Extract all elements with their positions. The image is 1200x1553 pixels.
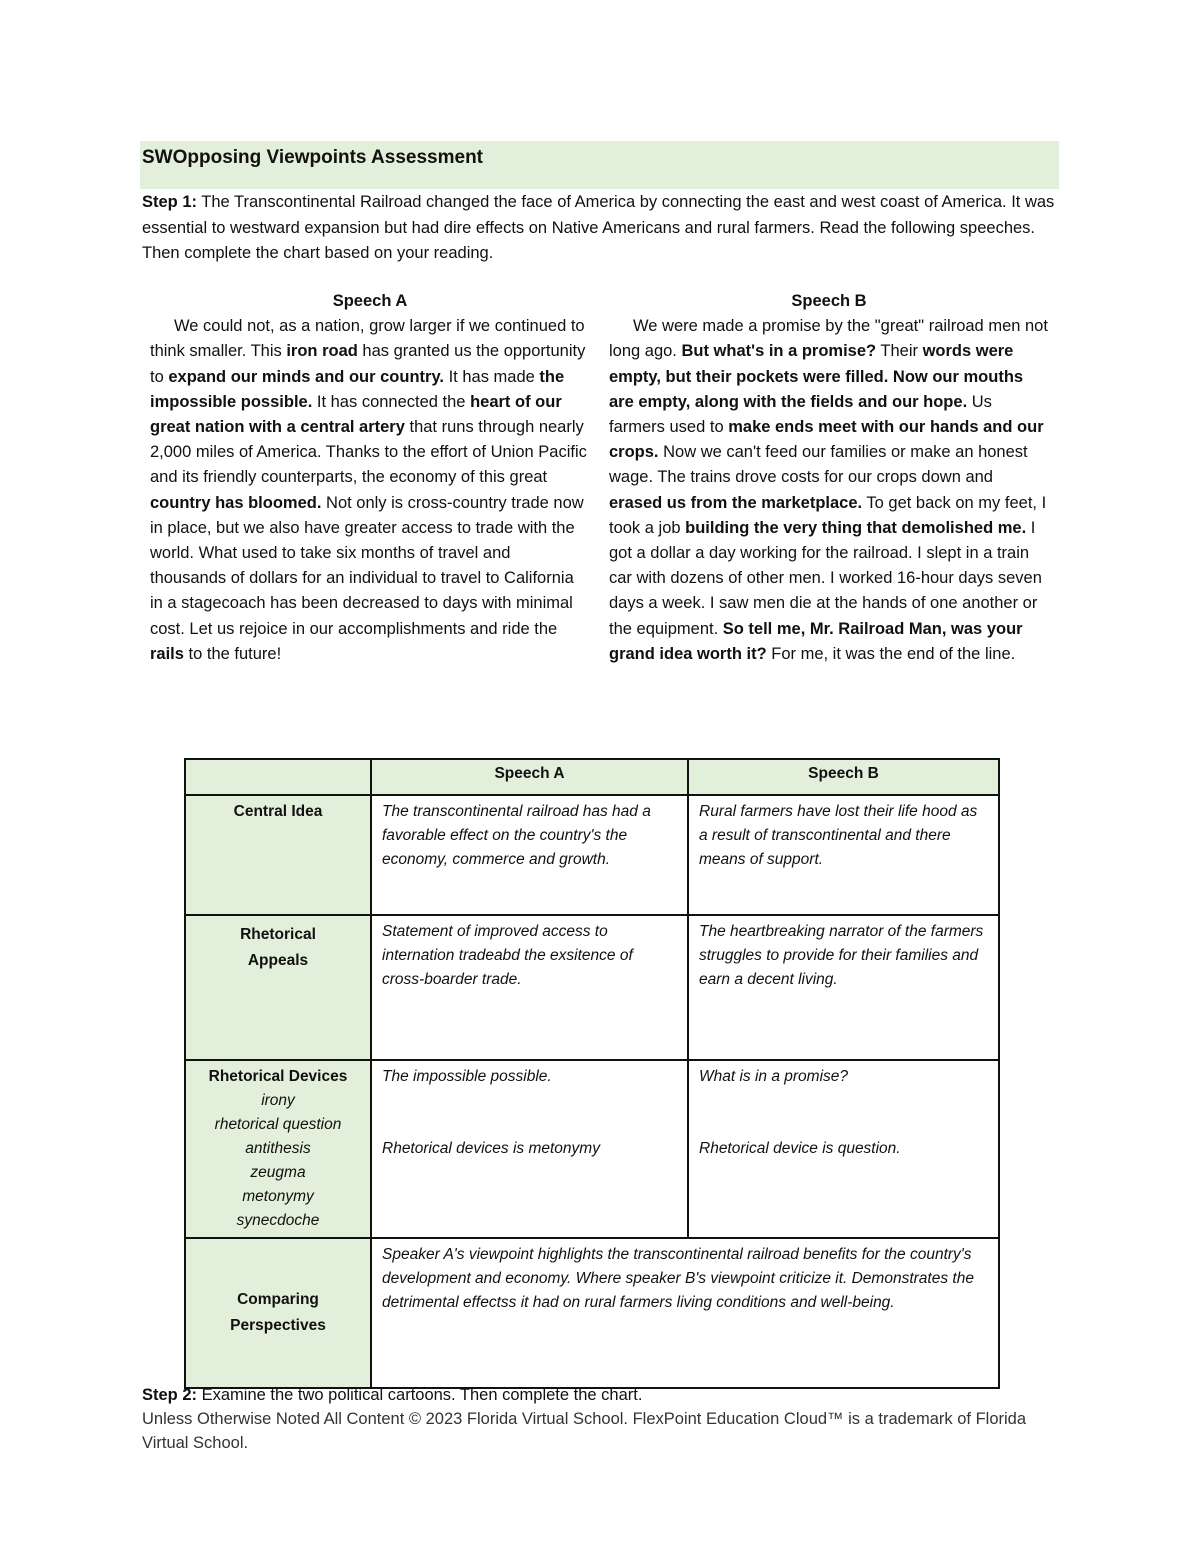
step2-label: Step 2: [142, 1386, 198, 1404]
page-title: SWOpposing Viewpoints Assessment [142, 147, 484, 168]
chart-row-comparing [185, 1238, 999, 1388]
chart-header-empty [185, 759, 371, 795]
row-label-comparing-line2: Perspectives [230, 1317, 326, 1334]
emphasized-phrase: the impossible possible. [150, 367, 565, 411]
emphasized-phrase: country has bloomed. [150, 493, 322, 512]
chart-row-central-idea [185, 795, 999, 915]
emphasized-phrase: iron road [286, 342, 358, 361]
device-rhetorical-question: rhetorical question [214, 1116, 342, 1133]
emphasized-phrase: heart of our great nation with a central artery [150, 392, 562, 437]
device-zeugma: zeugma [250, 1164, 306, 1181]
speech-a-text [150, 314, 590, 667]
row-label-devices-title: Rhetorical Devices [208, 1068, 348, 1085]
device-antithesis: antithesis [245, 1140, 311, 1157]
speech-text-run: I got a dollar a day working for the railroad. I slept in a train car with dozens of other men. I worked 16-hour days seven days a week. I saw men die at the hands of one another or the equipment. [609, 518, 1042, 638]
speech-text-run: Not only is cross-country trade now in place, but we also have greater access to trade with the world. What used to take six months of travel and thousands of dollars for an individual to travel to California in a stagecoach has been decreased to days with minimal cost. Let us rejoice in our accomplishments and ride the [150, 493, 584, 638]
emphasized-phrase: So tell me, Mr. Railroad Man, was your grand idea worth it? [609, 619, 1023, 663]
device-synecdoche: synecdoche [236, 1212, 320, 1229]
step2-text: Examine the two political cartoons. Then complete the chart. [197, 1386, 643, 1404]
emphasized-phrase: But what's in a promise? [681, 342, 877, 361]
page-title-bar [140, 141, 1059, 189]
appeals-speech-a[interactable]: Statement of improved access to internation tradeabd the exsitence of cross-boarder trade. [371, 915, 688, 1060]
speech-text-run: Us farmers used to [609, 392, 992, 437]
devices-speech-b-device: Rhetorical device is question. [699, 1140, 901, 1157]
speech-b [609, 289, 1049, 667]
row-label-appeals-line1: Rhetorical [240, 926, 316, 943]
chart-header-speech-b: Speech B [688, 759, 999, 795]
devices-speech-a-device: Rhetorical devices is metonymy [382, 1140, 600, 1157]
step2-instructions [142, 1383, 642, 1407]
speech-a [150, 289, 590, 667]
speech-b-heading: Speech B [791, 292, 867, 310]
speech-text-run: that runs through nearly 2,000 miles of America. Thanks to the effort of Union Pacific and its friendly counterparts, the economy of this great [150, 418, 587, 487]
chart-header-speech-a: Speech A [371, 759, 688, 795]
devices-speech-b[interactable] [688, 1060, 999, 1238]
speech-text-run: We could not, as a nation, grow larger if we continued to think smaller. This [150, 317, 585, 361]
appeals-speech-b[interactable]: The heartbreaking narrator of the farmers struggles to provide for their families and earn a decent living. [688, 915, 999, 1060]
step1-instructions [142, 190, 1057, 267]
device-irony: irony [261, 1092, 295, 1109]
emphasized-phrase: building the very thing that demolished me. [685, 518, 1027, 537]
emphasized-phrase: rails [150, 644, 184, 663]
chart-row-rhetorical-appeals [185, 915, 999, 1060]
emphasized-phrase: words were empty, but their pockets were filled. Now our mouths are empty, along with the fields and our hope. [609, 342, 1024, 411]
chart-row-rhetorical-devices [185, 1060, 999, 1238]
row-label-comparing [185, 1238, 371, 1388]
speech-text-run: For me, it was the end of the line. [766, 644, 1016, 663]
devices-speech-b-example: What is in a promise? [699, 1068, 849, 1085]
step1-text: The Transcontinental Railroad changed the face of America by connecting the east and west coast of America. It was essential to westward expansion but had dire effects on Native Americans and rural farmers. Read the following speeches. Then complete the chart based on your reading. [142, 193, 1055, 262]
speech-text-run: It has connected the [312, 392, 471, 411]
speech-text-run: We were made a promise by the "great" railroad men not long ago. [609, 317, 1048, 361]
row-label-central-idea: Central Idea [185, 795, 371, 915]
emphasized-phrase: erased us from the marketplace. [609, 493, 863, 512]
speech-text-run: Now we can't feed our families or make an honest wage. The trains drove costs for our crops down and [609, 443, 1028, 487]
speech-text-run: has granted us the opportunity to [150, 342, 586, 386]
emphasized-phrase: expand our minds and our country. [168, 367, 444, 386]
copyright-footer: Unless Otherwise Noted All Content © 2023 Florida Virtual School. FlexPoint Education Cloud™ is a trademark of Florida Virtual School. [142, 1410, 1027, 1452]
devices-speech-a-example: The impossible possible. [382, 1068, 552, 1085]
speech-a-heading: Speech A [332, 292, 408, 310]
row-label-appeals-line2: Appeals [247, 952, 309, 969]
speech-text-run: It has made [444, 367, 540, 386]
speech-b-text [609, 314, 1049, 667]
devices-speech-a[interactable] [371, 1060, 688, 1238]
speech-text-run: to the future! [183, 644, 282, 663]
row-label-rhetorical-devices [185, 1060, 371, 1238]
row-label-comparing-line1: Comparing [237, 1291, 319, 1308]
central-idea-speech-a[interactable]: The transcontinental railroad has had a favorable effect on the country's the economy, commerce and growth. [371, 795, 688, 915]
speech-text-run: Their [876, 342, 923, 361]
row-label-rhetorical-appeals [185, 915, 371, 1060]
comparing-perspectives-answer[interactable]: Speaker A's viewpoint highlights the transcontinental railroad benefits for the country's development and economy. Where speaker B's viewpoint criticize it. Demonstrates the detrimental effectss it had on rural farmers living conditions and well-being. [371, 1238, 999, 1388]
device-metonymy: metonymy [242, 1188, 314, 1205]
chart-header-row [185, 759, 999, 795]
emphasized-phrase: make ends meet with our hands and our crops. [609, 418, 1044, 462]
speech-text-run: To get back on my feet, I took a job [609, 493, 1047, 537]
analysis-chart [184, 758, 1000, 1389]
central-idea-speech-b[interactable]: Rural farmers have lost their life hood as a result of transcontinental and there means of support. [688, 795, 999, 915]
step1-label: Step 1: [142, 193, 198, 211]
